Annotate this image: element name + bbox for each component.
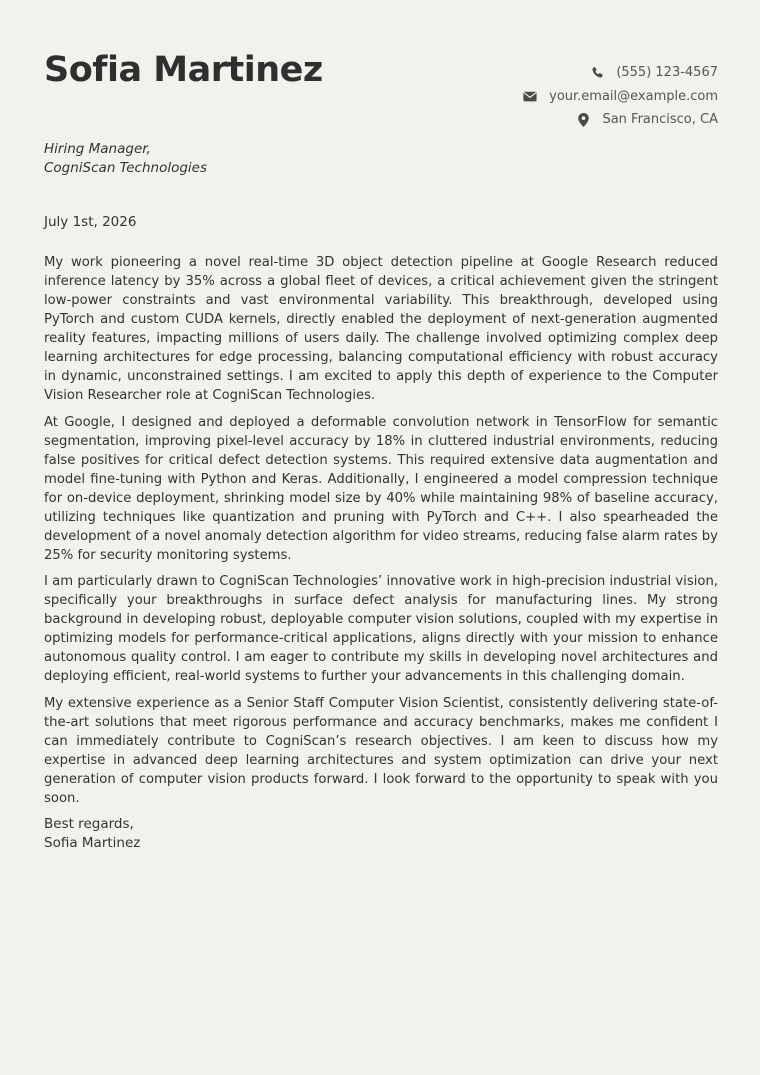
body-paragraph: At Google, I designed and deployed a deformable convolution network in TensorFlow for semantic segmentation, improving pixel-level accuracy by 18% in cluttered industrial environments, reducing false positives for critical defect detection systems. This required extensive data augmentation and model fine-tuning with Python and Keras. Additionally, I engineered a model compression technique for on-device deployment, shrinking model size by 40% while maintaining 98% of baseline accuracy, utilizing techniques like quantization and pruning with PyTorch and C++. I also spearheaded the development of a novel anomaly detection algorithm for video streams, reducing false alarm rates by 25% for security monitoring systems. xyxy=(44,414,718,563)
signature-name: Sofia Martinez xyxy=(44,835,141,851)
map-pin-icon xyxy=(575,113,591,127)
body-paragraph: My extensive experience as a Senior Staff Computer Vision Scientist, consistently delivering state-of-the-art solutions that meet rigorous performance and accuracy benchmarks, makes me confident I can immediately contribute to CogniScan’s research objectives. I am keen to discuss how my expertise in advanced deep learning architectures and system optimization can drive your next generation of computer vision products forward. I look forward to the opportunity to speak with you soon. xyxy=(44,695,718,806)
recipient-block xyxy=(44,140,207,178)
contact-email: your.email@example.com xyxy=(549,88,718,104)
applicant-name: Sofia Martinez xyxy=(44,50,323,90)
recipient-title: Hiring Manager, xyxy=(44,141,151,157)
recipient-company: CogniScan Technologies xyxy=(44,160,208,176)
body-paragraph: My work pioneering a novel real-time 3D object detection pipeline at Google Research reduced inference latency by 35% across a global fleet of devices, a critical achievement given the stringent low-power constraints and vast environmental variability. This breakthrough, developed using PyTorch and custom CUDA kernels, directly enabled the deployment of next-generation augmented reality features, impacting millions of users daily. The challenge involved optimizing complex deep learning architectures for edge processing, balancing computational efficiency with robust accuracy in dynamic, unconstrained settings. I am excited to apply this depth of experience to the Computer Vision Researcher role at CogniScan Technologies. xyxy=(44,255,718,403)
contact-location: San Francisco, CA xyxy=(602,112,718,128)
letter-body xyxy=(44,253,718,853)
closing-salutation: Best regards, xyxy=(44,816,134,832)
contact-block xyxy=(522,61,718,132)
contact-email-row xyxy=(522,85,718,109)
letter-date: July 1st, 2026 xyxy=(44,214,137,230)
envelope-icon xyxy=(522,89,538,103)
contact-phone: (555) 123-4567 xyxy=(616,65,718,81)
phone-icon xyxy=(589,66,605,80)
body-paragraph: I am particularly drawn to CogniScan Technologies’ innovative work in high-precision industrial vision, specifically your breakthroughs in surface defect analysis for manufacturing lines. My strong background in developing robust, deployable computer vision solutions, coupled with my expertise in optimizing models for performance-critical applications, aligns directly with your mission to enhance autonomous quality control. I am eager to contribute my skills in developing novel architectures and deploying efficient, real-world systems to further your advancements in this challenging domain. xyxy=(44,574,718,684)
contact-location-row xyxy=(522,108,718,132)
closing-block xyxy=(44,815,718,853)
contact-phone-row xyxy=(522,61,718,85)
